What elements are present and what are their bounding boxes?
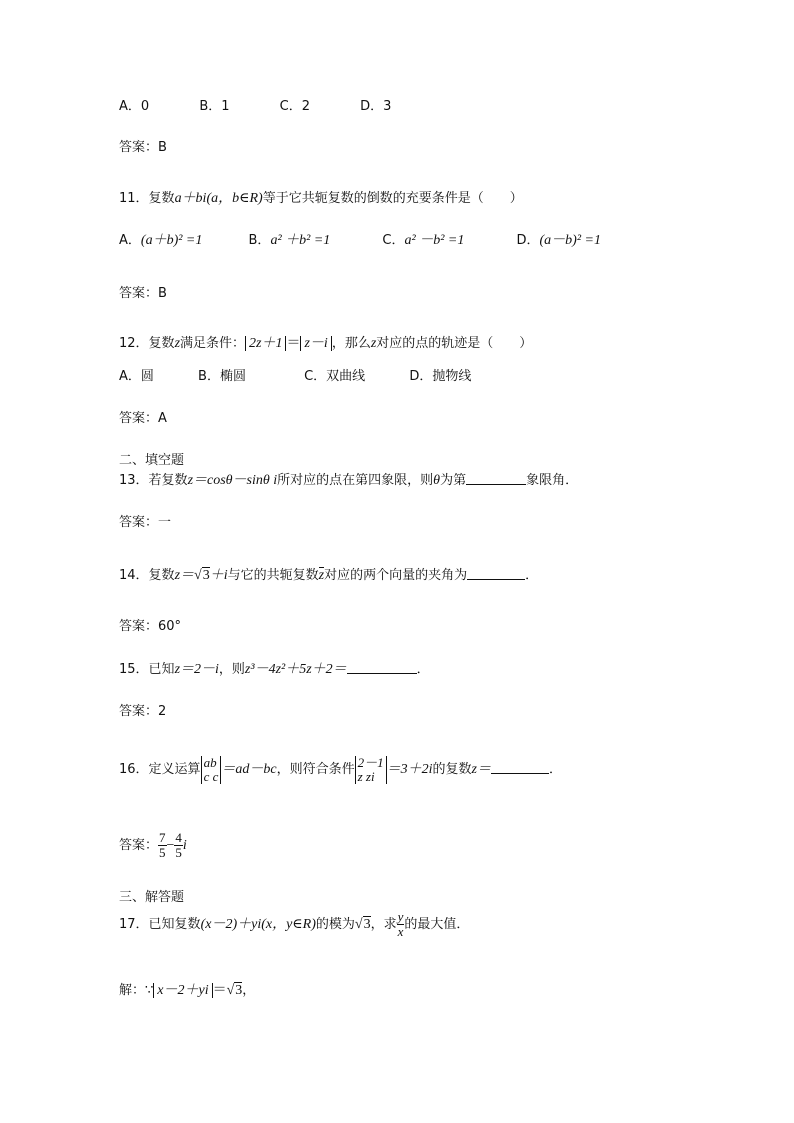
section-solve-title: 三、解答题 [119,890,185,905]
q14-expr-b: ＋i [209,568,228,583]
q11-option-d-label: D． [516,233,540,248]
q13-stem-a: 若复数 [148,473,188,488]
q17-stem [119,910,469,939]
q11-option-d-expr: (a－b)² =1 [539,233,601,248]
q13-expr: z＝cosθ－sinθ i [187,473,278,488]
q12-option-a: A．圆 [119,369,154,384]
q12-abs-left: 2z＋1 [245,336,286,351]
q11-option-b-expr: a² ＋b² =1 [270,233,331,248]
q16-ans-minus: − [166,838,175,853]
q16-answer-label: 答案： [119,838,159,853]
q12-eq: ＝ [286,336,301,351]
q16-blank [491,761,549,774]
q13-stem [119,472,578,490]
q15-stem [119,661,430,679]
q12-var-z-2: z [370,336,377,351]
q10-options [119,98,391,116]
q11-stem [119,190,523,208]
q13-stem-d: 象限角． [526,473,579,488]
q12-option-d: D．抛物线 [409,369,472,384]
q12-stem-a: 复数 [148,336,175,351]
q17-number: 17． [119,917,149,932]
q15-stem-b: ，则 [218,662,245,677]
q15-stem-a: 已知 [148,662,175,677]
q12-stem-c: ，那么 [331,336,371,351]
q14-stem-a: 复数 [148,568,175,583]
q11-option-a-expr: (a＋b)² =1 [140,233,203,248]
q16-number: 16． [119,762,149,777]
q13-theta: θ [433,473,441,488]
q12-options [119,368,471,386]
q11-options [119,232,601,250]
q17-frac-num: y [397,909,404,924]
q16-ans-i: i [182,838,187,853]
q12-number: 12． [119,336,149,351]
q16-stem-b: ，则符合条件 [276,762,355,777]
section-fill-in-title: 二、填空题 [119,453,185,468]
q16-determinant-1 [201,756,222,784]
q16-expr2: ＝3＋2i [386,762,433,777]
sqrt-sign-icon: √ [354,917,363,932]
q10-option-c: C．2 [279,99,311,114]
q14-stem-b: 与它的共轭复数 [227,568,319,583]
q16-ans-frac1-num: 7 [159,830,166,845]
q15-answer: 答案：2 [119,704,167,719]
q13-stem-c: 为第 [440,473,467,488]
q14-stem-d: ． [525,568,539,583]
q16-det2-top: 2－1 [357,754,384,770]
q11-stem-a: 复数 [148,191,175,206]
q16-stem-c: 的复数 [432,762,472,777]
q14-answer: 答案：60° [119,619,182,634]
q17-stem-c: ，求 [370,917,397,932]
q16-expr3: z＝ [471,762,491,777]
q17-stem-d: 的最大值． [404,917,470,932]
q13-answer: 答案：一 [119,515,172,530]
q16-det1-bottom: c c [203,768,219,784]
q16-ans-frac1-den: 5 [159,845,166,860]
q11-option-c-label: C． [382,233,405,248]
q17-sol-end: ， [242,983,256,998]
q11-answer: 答案：B [119,286,167,301]
q17-sol-sqrt-arg: 3 [235,983,243,998]
q13-stem-b: 所对应的点在第四象限，则 [277,473,434,488]
q16-stem-d: ． [548,762,562,777]
q17-sol-label: 解：∵ [119,983,154,998]
q11-option-a-label: A． [119,233,141,248]
q14-expr-a: z＝ [174,568,195,583]
q12-stem-b: 满足条件： [180,336,246,351]
q17-solution [119,982,255,1000]
q14-number: 14． [119,568,149,583]
q16-answer [119,828,187,864]
q14-stem [119,567,538,585]
q17-sqrt-arg: 3 [363,917,371,932]
q16-det1-top: ab [203,754,217,770]
q17-sol-eq: ＝ [212,983,227,998]
q11-stem-b: 等于它共轭复数的倒数的充要条件是（ ） [262,191,523,206]
q15-expr: z＝2－i [174,662,219,677]
q14-stem-c: 对应的两个向量的夹角为 [324,568,468,583]
q16-det2-bottom: z zi [357,768,375,784]
q12-option-b: B．椭圆 [198,369,246,384]
q17-stem-a: 已知复数 [148,917,201,932]
q12-abs-right: z－i [300,336,331,351]
q17-stem-b: 的模为 [315,917,355,932]
q15-stem-c: ． [416,662,430,677]
q16-ans-frac-2 [174,831,183,860]
q12-stem [119,335,532,353]
q10-option-a: A．0 [119,99,150,114]
q12-stem-d: 对应的点的轨迹是（ ） [376,336,533,351]
q15-expr2: z³－4z²＋5z＋2＝ [244,662,347,677]
q16-ans-frac2-num: 4 [175,830,182,845]
q17-sol-abs: x－2＋yi [153,983,212,998]
q10-option-b: B．1 [199,99,230,114]
q16-stem [119,752,562,788]
q11-option-b-label: B． [248,233,271,248]
q10-option-d: D．3 [360,99,392,114]
q15-blank [347,661,417,674]
q17-expr: (x－2)＋yi(x，y∈R) [200,917,316,932]
q15-number: 15． [119,662,149,677]
q16-ans-frac2-den: 5 [175,845,182,860]
q13-number: 13． [119,473,149,488]
q16-stem-a: 定义运算 [148,762,201,777]
q12-var-z: z [174,336,181,351]
q16-expr1: ＝ad－bc [221,762,277,777]
q10-answer: 答案：B [119,140,167,155]
q14-zbar: z [318,568,325,583]
q12-answer: 答案：A [119,411,167,426]
q14-sqrt-arg: 3 [202,568,210,583]
q11-expr: a＋bi(a，b∈R) [174,191,263,206]
sqrt-sign-icon: √ [194,568,202,583]
q11-option-c-expr: a² －b² =1 [404,233,465,248]
sqrt-sign-icon: √ [226,983,235,998]
q17-frac-den: x [397,924,404,939]
q14-blank [467,567,525,580]
q16-ans-frac-1 [158,831,167,860]
q13-blank [466,472,526,485]
q16-determinant-2 [355,756,387,784]
q12-option-c: C．双曲线 [304,369,366,384]
q11-number: 11． [119,191,149,206]
